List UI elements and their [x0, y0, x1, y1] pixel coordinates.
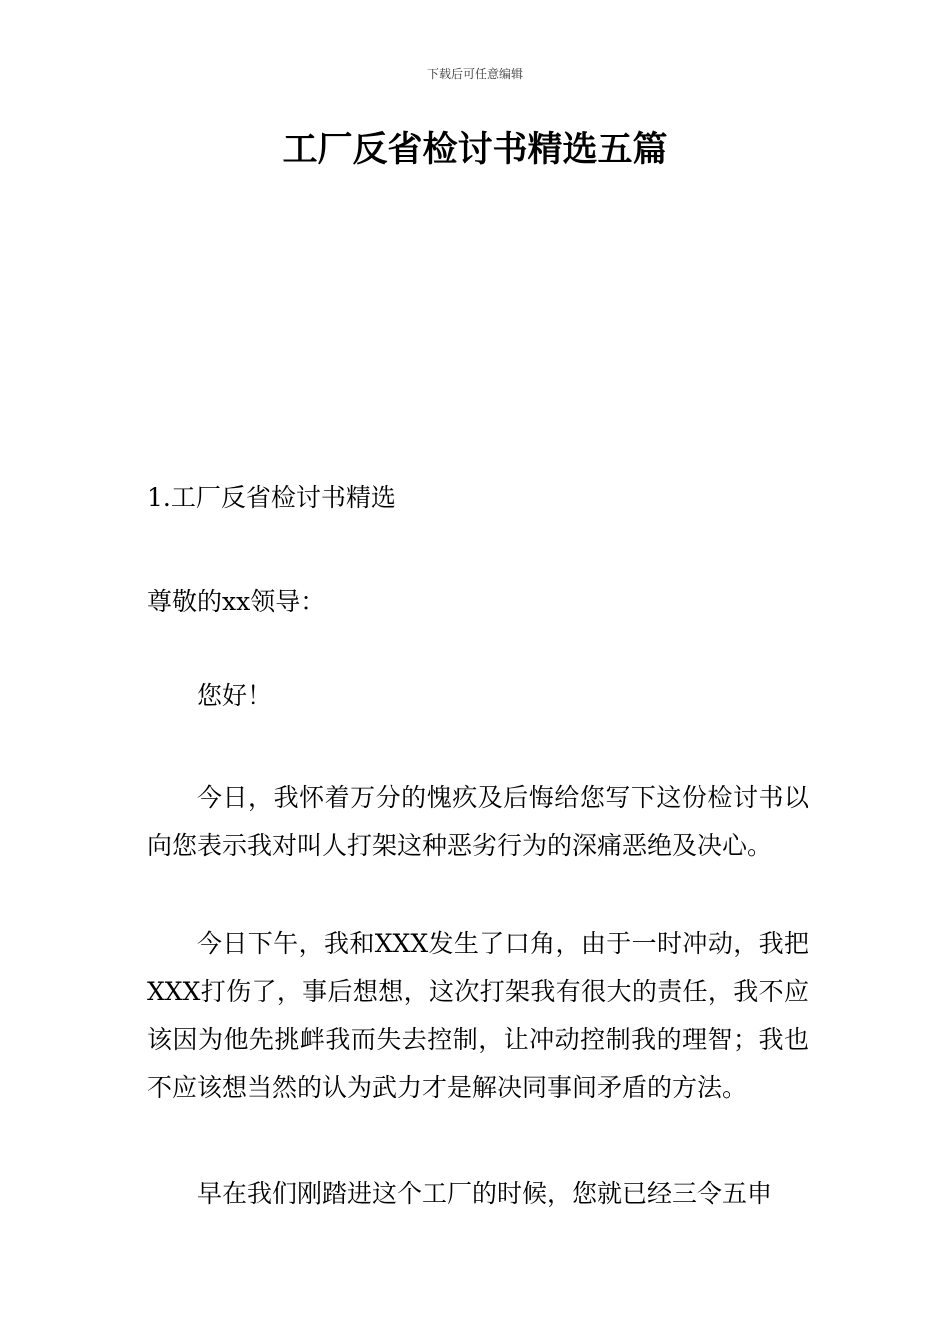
document-title: 工厂反省检讨书精选五篇	[282, 130, 668, 170]
greeting: 您好！	[197, 681, 273, 710]
paragraph-2: 今日下午，我和XXX发生了口角，由于一时冲动，我把XXX打伤了，事后想想，这次打架我有很大的责任，我不应该因为他先挑衅我而失去控制，让冲动控制我的理智；我也不应该想当然的认为武力才是解决同事间矛盾的方法。	[147, 929, 809, 1102]
section-heading: 1.工厂反省检讨书精选	[147, 483, 396, 512]
header-note: 下载后可任意编辑	[426, 67, 523, 81]
paragraph-1: 今日，我怀着万分的愧疚及后悔给您写下这份检讨书以向您表示我对叫人打架这种恶劣行为的深痛恶绝及决心。	[147, 783, 809, 860]
salutation: 尊敬的xx领导：	[147, 587, 326, 616]
paragraph-3: 早在我们刚踏进这个工厂的时候，您就已经三令五申	[197, 1179, 773, 1208]
